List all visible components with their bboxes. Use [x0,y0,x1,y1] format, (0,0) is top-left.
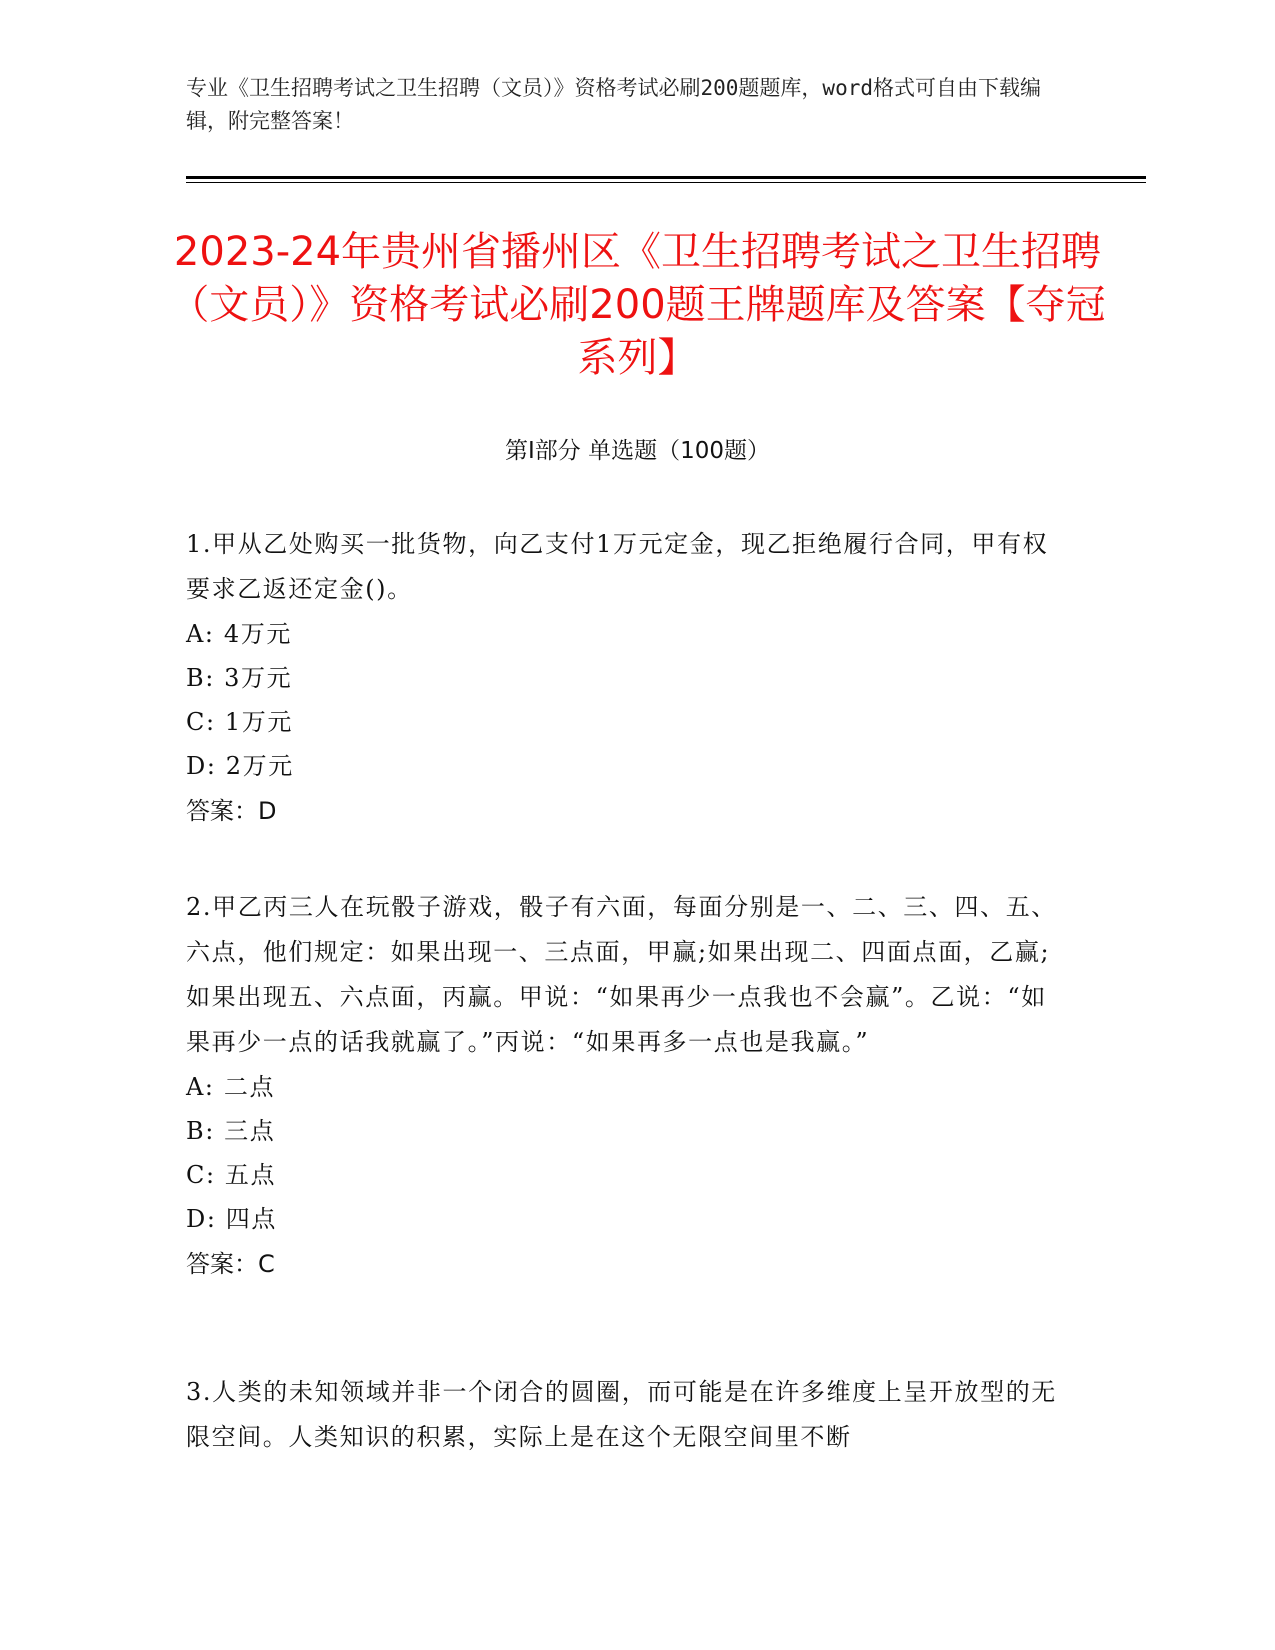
section-heading: 第I部分 单选题（100题） [505,438,770,464]
question-2 [186,885,1066,1287]
header-divider-thin [186,182,1146,183]
option-d: D: 2万元 [186,752,294,780]
answer: 答案：D [186,797,277,825]
question-stem: 2.甲乙丙三人在玩骰子游戏，骰子有六面，每面分别是一、二、三、四、五、六点，他们规定：如果出现一、三点面，甲赢;如果出现二、四面点面，乙赢;如果出现五、六点面，丙赢。甲说：“如果再少一点我也不会赢”。乙说：“如果再少一点的话我就赢了。”丙说：“如果再多一点也是我赢。” [186,893,1057,1056]
option-a: A: 4万元 [186,620,292,648]
document-title: 2023-24年贵州省播州区《卫生招聘考试之卫生招聘（文员）》资格考试必刷200题王牌题库及答案【夺冠系列】 [169,229,1106,381]
header-note: 专业《卫生招聘考试之卫生招聘（文员）》资格考试必刷200题题库，word格式可自由下载编辑，附完整答案！ [186,76,1041,133]
question-3 [186,1370,1066,1460]
header-divider-thick [186,176,1146,179]
option-c: C: 五点 [186,1161,277,1189]
answer: 答案：C [186,1250,275,1278]
option-a: A: 二点 [186,1073,276,1101]
option-d: D: 四点 [186,1205,277,1233]
question-1 [186,522,1066,834]
option-b: B: 三点 [186,1117,276,1145]
question-stem: 3.人类的未知领域并非一个闭合的圆圈，而可能是在许多维度上呈开放型的无限空间。人类知识的积累，实际上是在这个无限空间里不断 [186,1378,1057,1451]
question-stem: 1.甲从乙处购买一批货物，向乙支付1万元定金，现乙拒绝履行合同，甲有权要求乙返还定金()。 [186,530,1049,603]
option-c: C: 1万元 [186,708,293,736]
option-b: B: 3万元 [186,664,293,692]
